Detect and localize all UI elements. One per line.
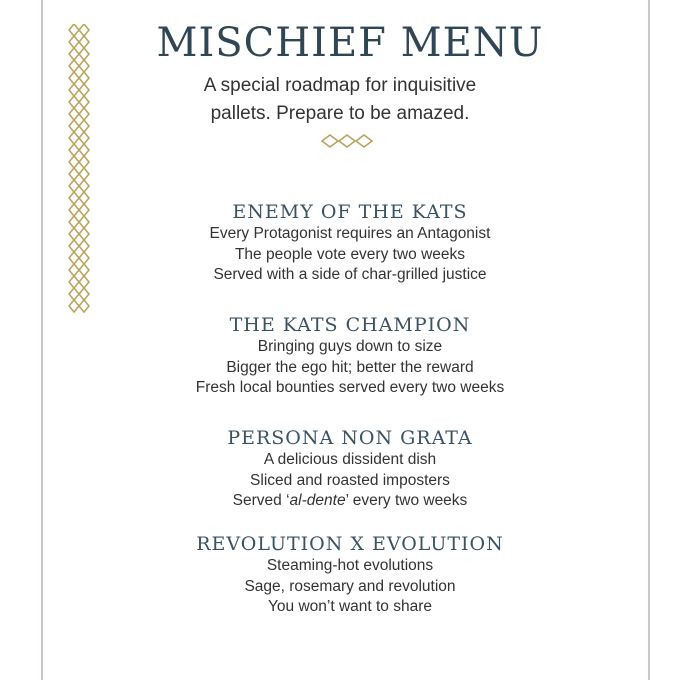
chain-diamond <box>79 132 89 144</box>
section-line: Every Protagonist requires an Antagonist <box>209 225 491 242</box>
section-heading: REVOLUTION X EVOLUTION <box>196 533 504 555</box>
section-heading: PERSONA NON GRATA <box>227 427 473 449</box>
chain-diamond <box>69 288 79 300</box>
section-line: You won’t want to share <box>267 598 432 615</box>
line-prefix: Served ‘ <box>232 492 290 509</box>
chain-diamond <box>69 168 79 180</box>
section-line: Fresh local bounties served every two weeks <box>195 379 505 396</box>
menu-subtitle <box>0 72 680 128</box>
chain-diamond <box>79 300 89 312</box>
subtitle-line-1: A special roadmap for inquisitive <box>203 75 477 96</box>
section-line: The people vote every two weeks <box>234 245 466 263</box>
chain-diamond <box>69 132 79 144</box>
subtitle-line-2: pallets. Prepare to be amazed. <box>210 103 470 124</box>
section-line: Bringing guys down to size <box>257 338 443 355</box>
menu-section-persona <box>0 426 680 512</box>
section-heading: THE KATS CHAMPION <box>229 314 471 336</box>
line-suffix: ’ every two weeks <box>345 492 468 509</box>
section-line: Served with a side of char-grilled justice <box>213 266 487 283</box>
menu-title: MISCHIEF MENU <box>156 20 544 66</box>
chain-diamond <box>79 168 89 180</box>
section-line: Sliced and roasted imposters <box>250 471 450 489</box>
section-line: Bigger the ego hit; better the reward <box>226 358 474 376</box>
chain-diamond <box>79 288 89 300</box>
chain-diamond <box>79 144 89 156</box>
chain-diamond <box>69 156 79 168</box>
section-line: Sage, rosemary and revolution <box>244 577 456 595</box>
chain-diamond <box>79 156 89 168</box>
section-line-italic <box>0 491 680 512</box>
section-line: A delicious dissident dish <box>263 451 437 468</box>
menu-section-champion <box>0 313 680 399</box>
menu-section-enemy <box>0 200 680 286</box>
chain-diamond <box>69 144 79 156</box>
chain-diamond <box>69 300 79 312</box>
section-line: Steaming-hot evolutions <box>266 557 434 574</box>
menu-section-revolution <box>0 532 680 618</box>
section-heading: ENEMY OF THE KATS <box>232 201 468 223</box>
chain-diamond <box>69 180 79 192</box>
line-emphasis: al-dente <box>289 492 346 509</box>
triple-diamond-icon <box>321 134 373 148</box>
chain-diamond <box>79 180 89 192</box>
